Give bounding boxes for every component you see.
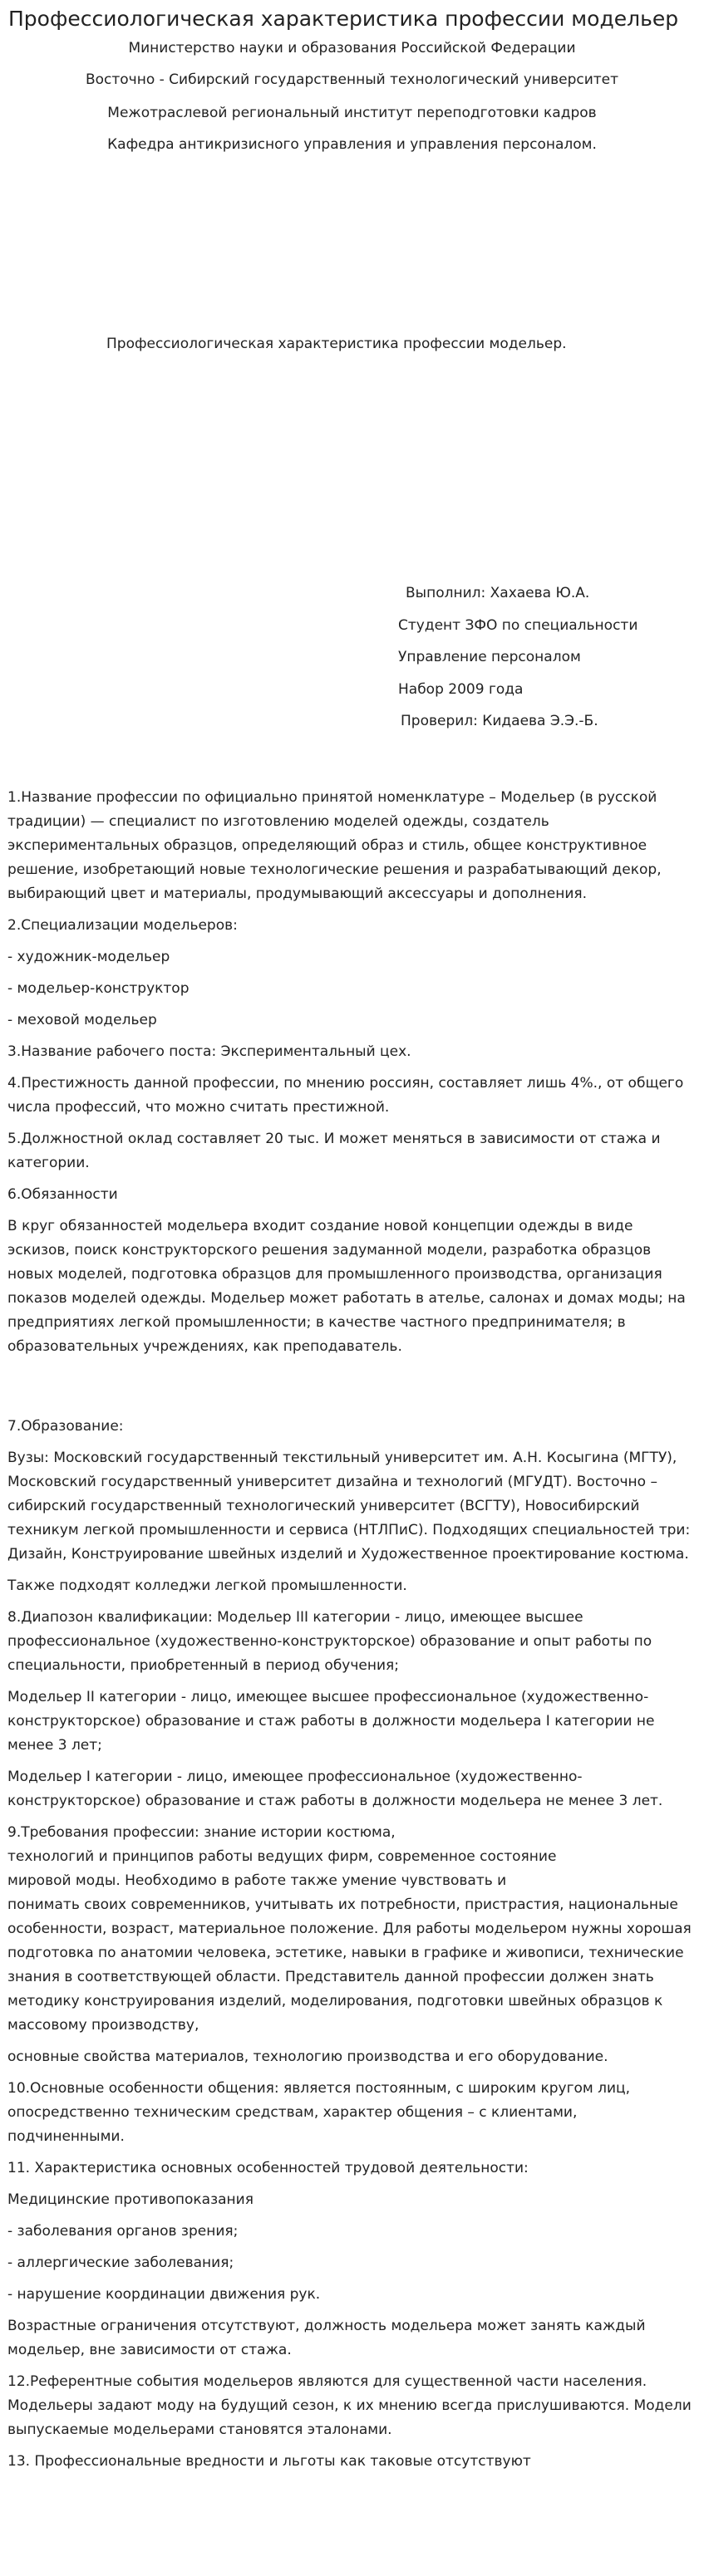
- author-specialty: Управление персоналом: [398, 649, 581, 665]
- specialization-item: - модельер-конструктор: [7, 980, 190, 997]
- section-5: 5.Должностной оклад составляет 20 тыс. И может меняться в зависимости от стажа и категории.: [7, 1131, 661, 1171]
- section-13: 13. Профессиональные вредности и льготы как таковые отсутствуют: [7, 2453, 531, 2470]
- section-10: 10.Основные особенности общения: является постоянным, с широким кругом лиц, опосредственно техническим средствам, характер общения – с клиентами, подчиненными.: [7, 2080, 631, 2145]
- contraindication-item: - заболевания органов зрения;: [7, 2223, 239, 2240]
- section-6-heading: 6.Обязанности: [7, 1186, 118, 1203]
- section-8-category-1: Модельер I категории - лицо, имеющее профессиональное (художественно-конструкторское) образование и стаж работы в должности модельера не менее 3 лет.: [7, 1769, 663, 1809]
- section-9: [7, 1821, 697, 2038]
- spacer: [7, 1367, 697, 1415]
- section-7-colleges: Также подходят колледжи легкой промышленности.: [7, 1577, 407, 1594]
- author-intake: Набор 2009 года: [398, 681, 524, 698]
- university-line: Восточно - Сибирский государственный технологический университет: [85, 71, 619, 88]
- section-9-line-1: 9.Требования профессии: знание истории костюма,: [7, 1824, 396, 1841]
- section-1: 1.Название профессии по официально принятой номенклатуре – Модельер (в русской традиции) — специалист по изготовлению моделей одежды, создатель экспериментальных образцов, определяющий образ и стиль, общее конструктивное решение, изобретающий новые технологические решения и разрабатывающий декор, выбирающий цвет и материалы, продумывающий аксессуары и дополнения.: [7, 789, 662, 902]
- department-line: Кафедра антикризисного управления и управления персоналом.: [107, 136, 597, 153]
- document-heading: Профессиологическая характеристика профессии модельер: [8, 7, 679, 31]
- section-11-heading: 11. Характеристика основных особенностей трудовой деятельности:: [7, 2160, 529, 2176]
- section-9-line-2: технологий и принципов работы ведущих фирм, современное состояние: [7, 1848, 557, 1865]
- contraindication-item: - аллергические заболевания;: [7, 2255, 234, 2271]
- author-performed: Выполнил: Хахаева Ю.А.: [406, 585, 590, 601]
- section-7-text: Вузы: Московский государственный текстильный университет им. А.Н. Косыгина (МГТУ), Московский государственный университет дизайна и технологий (МГУДТ). Восточно – сибирский государственный технологический университет (ВСГТУ), Новосибирский техникум легкой промышленности и сервиса (НТЛПиС). Подходящих специальностей три: Дизайн, Конструирование швейных изделий и Художественное проектирование костюма.: [7, 1450, 691, 1563]
- section-9-line-3: мировой моды. Необходимо в работе также умение чувствовать и: [7, 1872, 507, 1889]
- document-title: Профессиологическая характеристика профессии модельер.: [106, 336, 567, 352]
- section-8: 8.Диапозон квалификации: Модельер III категории - лицо, имеющее высшее профессиональное (художественно-конструкторское) образование и опыт работы по специальности, приобретенный в период обучения;: [7, 1609, 652, 1674]
- contraindication-item: - нарушение координации движения рук.: [7, 2286, 321, 2303]
- specialization-item: - меховой модельер: [7, 1012, 157, 1028]
- author-student: Студент ЗФО по специальности: [398, 617, 638, 634]
- section-7-heading: 7.Образование:: [7, 1418, 124, 1435]
- medical-contraindications: Медицинские противопоказания: [7, 2191, 254, 2208]
- specialization-item: - художник-модельер: [7, 949, 170, 965]
- age-restrictions: Возрастные ограничения отсутствуют, должность модельера может занять каждый модельер, вне зависимости от стажа.: [7, 2318, 646, 2358]
- section-8-category-2: Модельер II категории - лицо, имеющее высшее профессиональное (художественно-конструкторское) образование и стаж работы в должности модельера I категории не менее 3 лет;: [7, 1689, 655, 1754]
- author-checked: Проверил: Кидаева Э.Э.-Б.: [401, 713, 598, 729]
- section-12: 12.Референтные события модельеров являются для существенной части населения. Модельеры задают моду на будущий сезон, к их мнению всегда прислушиваются. Модели выпускаемые модельерами становятся эталонами.: [7, 2373, 692, 2438]
- section-6-text: В круг обязанностей модельера входит создание новой концепции одежды в виде эскизов, поиск конструкторского решения задуманной модели, разработка образцов новых моделей, подготовка образцов для промышленного производства, организация показов моделей одежды. Модельер может работать в ателье, салонах и домах моды; на предприятиях легкой промышленности; в качестве частного предпринимателя; в образовательных учреждениях, как преподаватель.: [7, 1218, 686, 1355]
- institute-line: Межотраслевой региональный институт переподготовки кадров: [107, 105, 597, 121]
- ministry-line: Министерство науки и образования Российской Федерации: [128, 40, 576, 56]
- section-2-heading: 2.Специализации модельеров:: [7, 917, 238, 934]
- document-body: [7, 786, 697, 2481]
- section-9-materials: основные свойства материалов, технологию производства и его оборудование.: [7, 2049, 608, 2065]
- section-4: 4.Престижность данной профессии, по мнению россиян, составляет лишь 4%., от общего числа профессий, что можно считать престижной.: [7, 1075, 684, 1116]
- section-9-rest: понимать своих современников, учитывать их потребности, пристрастия, национальные особенности, возраст, материальное положение. Для работы модельером нужны хорошая подготовка по анатомии человека, эстетике, навыки в графике и живописи, технические знания в соответствующей области. Представитель данной профессии должен знать методику конструирования изделий, моделирования, подготовки швейных образцов к массовому производству,: [7, 1896, 692, 2034]
- section-3: 3.Название рабочего поста: Экспериментальный цех.: [7, 1043, 411, 1060]
